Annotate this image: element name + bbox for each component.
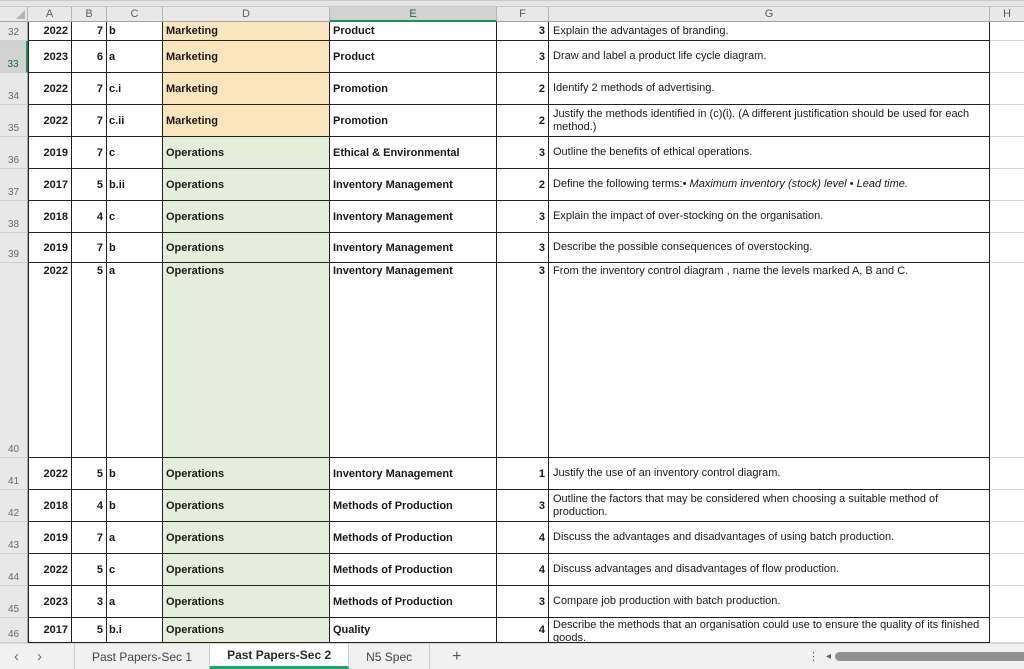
cell-question-number[interactable]: 5: [72, 169, 107, 201]
cell-part[interactable]: b: [107, 233, 163, 263]
cell-question-number[interactable]: 5: [72, 263, 107, 458]
row-header-33[interactable]: 33: [0, 41, 28, 73]
table-row: [0, 554, 1024, 586]
cell-topic[interactable]: Inventory Management: [330, 263, 497, 458]
row-header-40[interactable]: 40: [0, 263, 28, 458]
table-row: [0, 201, 1024, 233]
cell-marks[interactable]: 3: [497, 201, 549, 233]
cell-category[interactable]: Operations: [163, 490, 330, 522]
cell-year[interactable]: 2018: [28, 201, 72, 233]
column-header-F[interactable]: F: [497, 7, 549, 22]
table-row: [0, 169, 1024, 201]
cell-category[interactable]: Marketing: [163, 41, 330, 73]
cell-question-number[interactable]: 7: [72, 233, 107, 263]
column-header-E[interactable]: E: [330, 7, 497, 22]
cell-topic[interactable]: Promotion: [330, 73, 497, 105]
cell-part[interactable]: c: [107, 201, 163, 233]
cell-category[interactable]: Operations: [163, 169, 330, 201]
row-header-42[interactable]: 42: [0, 490, 28, 522]
cell-marks[interactable]: 3: [497, 586, 549, 618]
cell-question[interactable]: Justify the methods identified in (c)(i). (A different justification should be used for each method.): [549, 105, 990, 137]
cell-category[interactable]: Operations: [163, 586, 330, 618]
row-header-38[interactable]: 38: [0, 201, 28, 233]
empty-cell-h[interactable]: [990, 137, 1024, 169]
cell-category[interactable]: Operations: [163, 201, 330, 233]
cell-category[interactable]: Operations: [163, 137, 330, 169]
cell-marks[interactable]: 3: [497, 490, 549, 522]
cell-question[interactable]: Draw and label a product life cycle diagram.: [549, 41, 990, 73]
cell-category[interactable]: Operations: [163, 458, 330, 490]
cell-marks[interactable]: 4: [497, 554, 549, 586]
cell-marks[interactable]: 1: [497, 458, 549, 490]
cell-category[interactable]: Marketing: [163, 73, 330, 105]
column-header-D[interactable]: D: [163, 7, 330, 22]
cell-year[interactable]: 2022: [28, 554, 72, 586]
column-header-row: [0, 7, 1024, 22]
table-row: [0, 233, 1024, 263]
cell-topic[interactable]: Methods of Production: [330, 522, 497, 554]
table-row: [0, 522, 1024, 554]
select-all-corner[interactable]: [0, 7, 28, 22]
cell-question[interactable]: Discuss advantages and disadvantages of flow production.: [549, 554, 990, 586]
horizontal-scrollbar[interactable]: [826, 644, 1024, 669]
cell-question-number[interactable]: 7: [72, 105, 107, 137]
cell-year[interactable]: 2019: [28, 137, 72, 169]
column-header-B[interactable]: B: [72, 7, 107, 22]
cell-year[interactable]: 2017: [28, 618, 72, 643]
cell-part[interactable]: b.ii: [107, 169, 163, 201]
cell-year[interactable]: 2018: [28, 490, 72, 522]
table-row: [0, 458, 1024, 490]
cell-question-number[interactable]: 7: [72, 22, 107, 41]
cell-question-number[interactable]: 4: [72, 201, 107, 233]
empty-cell-h[interactable]: [990, 263, 1024, 458]
table-row: [0, 41, 1024, 73]
cell-question[interactable]: Describe the possible consequences of overstocking.: [549, 233, 990, 263]
cell-year[interactable]: 2019: [28, 233, 72, 263]
cell-year[interactable]: 2022: [28, 105, 72, 137]
row-header-32[interactable]: 32: [0, 22, 28, 41]
cell-marks[interactable]: 2: [497, 169, 549, 201]
cell-topic[interactable]: Product: [330, 22, 497, 41]
row-header-43[interactable]: 43: [0, 522, 28, 554]
cell-question[interactable]: Discuss the advantages and disadvantages of using batch production.: [549, 522, 990, 554]
cell-year[interactable]: 2022: [28, 73, 72, 105]
tab-options-icon[interactable]: ⋮: [808, 651, 819, 663]
sheet-tab-bar: [0, 643, 1024, 669]
question-term-italic: • Maximum inventory (stock) level • Lead time.: [682, 178, 908, 190]
row-header-35[interactable]: 35: [0, 105, 28, 137]
cell-topic[interactable]: Methods of Production: [330, 586, 497, 618]
cell-category[interactable]: Operations: [163, 618, 330, 643]
cell-topic[interactable]: Methods of Production: [330, 554, 497, 586]
sheet-tab-past-papers-sec-2[interactable]: Past Papers-Sec 2: [210, 644, 349, 669]
cell-category[interactable]: Marketing: [163, 22, 330, 41]
cell-marks[interactable]: 4: [497, 522, 549, 554]
cell-marks[interactable]: 2: [497, 73, 549, 105]
table-row: [0, 586, 1024, 618]
cell-marks[interactable]: 4: [497, 618, 549, 643]
column-header-C[interactable]: C: [107, 7, 163, 22]
cell-category[interactable]: Operations: [163, 522, 330, 554]
cell-part[interactable]: c.ii: [107, 105, 163, 137]
table-row: [0, 105, 1024, 137]
cell-question[interactable]: Explain the impact of over-stocking on the organisation.: [549, 201, 990, 233]
cell-category[interactable]: Marketing: [163, 105, 330, 137]
cell-year[interactable]: 2023: [28, 41, 72, 73]
empty-cell-h[interactable]: [990, 105, 1024, 137]
empty-cell-h[interactable]: [990, 169, 1024, 201]
cell-year[interactable]: 2019: [28, 522, 72, 554]
cell-topic[interactable]: Promotion: [330, 105, 497, 137]
cell-topic[interactable]: Ethical & Environmental: [330, 137, 497, 169]
table-row: [0, 137, 1024, 169]
column-header-A[interactable]: A: [28, 7, 72, 22]
empty-cell-h[interactable]: [990, 22, 1024, 41]
cell-part[interactable]: b: [107, 22, 163, 41]
sheet-nav: [0, 644, 56, 669]
cell-question-number[interactable]: 5: [72, 458, 107, 490]
scrollbar-thumb[interactable]: [835, 652, 1024, 661]
cell-topic[interactable]: Methods of Production: [330, 490, 497, 522]
cell-part[interactable]: c: [107, 554, 163, 586]
sheet-tab-n5-spec[interactable]: N5 Spec: [349, 644, 430, 669]
empty-cell-h[interactable]: [990, 458, 1024, 490]
cell-category[interactable]: Operations: [163, 554, 330, 586]
add-sheet-button[interactable]: +: [452, 647, 462, 665]
row-header-39[interactable]: 39: [0, 233, 28, 263]
cell-part[interactable]: b: [107, 458, 163, 490]
scroll-left-icon[interactable]: ◂: [826, 651, 832, 662]
cell-question[interactable]: Compare job production with batch production.: [549, 586, 990, 618]
cell-year[interactable]: 2017: [28, 169, 72, 201]
cell-year[interactable]: 2022: [28, 22, 72, 41]
empty-cell-h[interactable]: [990, 618, 1024, 643]
cell-part[interactable]: c: [107, 137, 163, 169]
empty-cell-h[interactable]: [990, 201, 1024, 233]
formula-bar-edge: [0, 0, 1024, 7]
empty-cell-h[interactable]: [990, 233, 1024, 263]
cell-part[interactable]: b: [107, 490, 163, 522]
cell-year[interactable]: 2023: [28, 586, 72, 618]
cell-question[interactable]: Outline the benefits of ethical operations.: [549, 137, 990, 169]
sheet-tabs: [74, 644, 484, 669]
table-row: [0, 73, 1024, 105]
column-header-G[interactable]: G: [549, 7, 990, 22]
cell-question[interactable]: [549, 169, 990, 201]
cell-question-number[interactable]: 4: [72, 490, 107, 522]
cell-topic[interactable]: Inventory Management: [330, 169, 497, 201]
cell-marks[interactable]: 2: [497, 105, 549, 137]
cell-year[interactable]: 2022: [28, 458, 72, 490]
cell-part[interactable]: c.i: [107, 73, 163, 105]
row-header-36[interactable]: 36: [0, 137, 28, 169]
select-all-triangle-icon: [16, 10, 25, 19]
cell-question-number[interactable]: 7: [72, 73, 107, 105]
empty-cell-h[interactable]: [990, 586, 1024, 618]
cell-topic[interactable]: Inventory Management: [330, 201, 497, 233]
question-text: Define the following terms:: [553, 178, 683, 190]
cell-part[interactable]: a: [107, 586, 163, 618]
row-header-46[interactable]: 46: [0, 618, 28, 643]
row-header-41[interactable]: 41: [0, 458, 28, 490]
cell-marks[interactable]: 3: [497, 263, 549, 458]
empty-cell-h[interactable]: [990, 41, 1024, 73]
cell-marks[interactable]: 3: [497, 22, 549, 41]
empty-cell-h[interactable]: [990, 522, 1024, 554]
cell-question-number[interactable]: 6: [72, 41, 107, 73]
prev-sheet-icon[interactable]: ‹: [14, 648, 19, 665]
cell-marks[interactable]: 3: [497, 137, 549, 169]
cell-marks[interactable]: 3: [497, 233, 549, 263]
grid-body: [0, 22, 1024, 643]
next-sheet-icon[interactable]: ›: [37, 648, 42, 665]
cell-marks[interactable]: 3: [497, 41, 549, 73]
empty-cell-h[interactable]: [990, 490, 1024, 522]
row-header-44[interactable]: 44: [0, 554, 28, 586]
cell-part[interactable]: a: [107, 263, 163, 458]
table-row: [0, 490, 1024, 522]
table-row: [0, 618, 1024, 643]
cell-question-number[interactable]: 7: [72, 522, 107, 554]
cell-question[interactable]: Describe the methods that an organisation could use to ensure the quality of its finished goods.: [549, 618, 990, 643]
cell-question[interactable]: Outline the factors that may be considered when choosing a suitable method of production.: [549, 490, 990, 522]
cell-question-number[interactable]: 5: [72, 554, 107, 586]
row-header-37[interactable]: 37: [0, 169, 28, 201]
cell-topic[interactable]: Quality: [330, 618, 497, 643]
cell-question[interactable]: Explain the advantages of branding.: [549, 22, 990, 41]
row-header-45[interactable]: 45: [0, 586, 28, 618]
table-row: [0, 22, 1024, 41]
cell-category[interactable]: Operations: [163, 263, 330, 458]
cell-topic[interactable]: Inventory Management: [330, 458, 497, 490]
cell-topic[interactable]: Product: [330, 41, 497, 73]
cell-question[interactable]: From the inventory control diagram , name the levels marked A, B and C.: [549, 263, 990, 458]
cell-question-number[interactable]: 3: [72, 586, 107, 618]
cell-category[interactable]: Operations: [163, 233, 330, 263]
cell-question-number[interactable]: 5: [72, 618, 107, 643]
sheet-tab-past-papers-sec-1[interactable]: Past Papers-Sec 1: [74, 644, 210, 669]
empty-cell-h[interactable]: [990, 554, 1024, 586]
column-header-H[interactable]: H: [990, 7, 1024, 22]
cell-question-number[interactable]: 7: [72, 137, 107, 169]
cell-year[interactable]: 2022: [28, 263, 72, 458]
cell-part[interactable]: b.i: [107, 618, 163, 643]
cell-question[interactable]: Identify 2 methods of advertising.: [549, 73, 990, 105]
empty-cell-h[interactable]: [990, 73, 1024, 105]
cell-topic[interactable]: Inventory Management: [330, 233, 497, 263]
cell-part[interactable]: a: [107, 41, 163, 73]
row-header-34[interactable]: 34: [0, 73, 28, 105]
cell-question[interactable]: Justify the use of an inventory control diagram.: [549, 458, 990, 490]
cell-part[interactable]: a: [107, 522, 163, 554]
table-row: [0, 263, 1024, 458]
